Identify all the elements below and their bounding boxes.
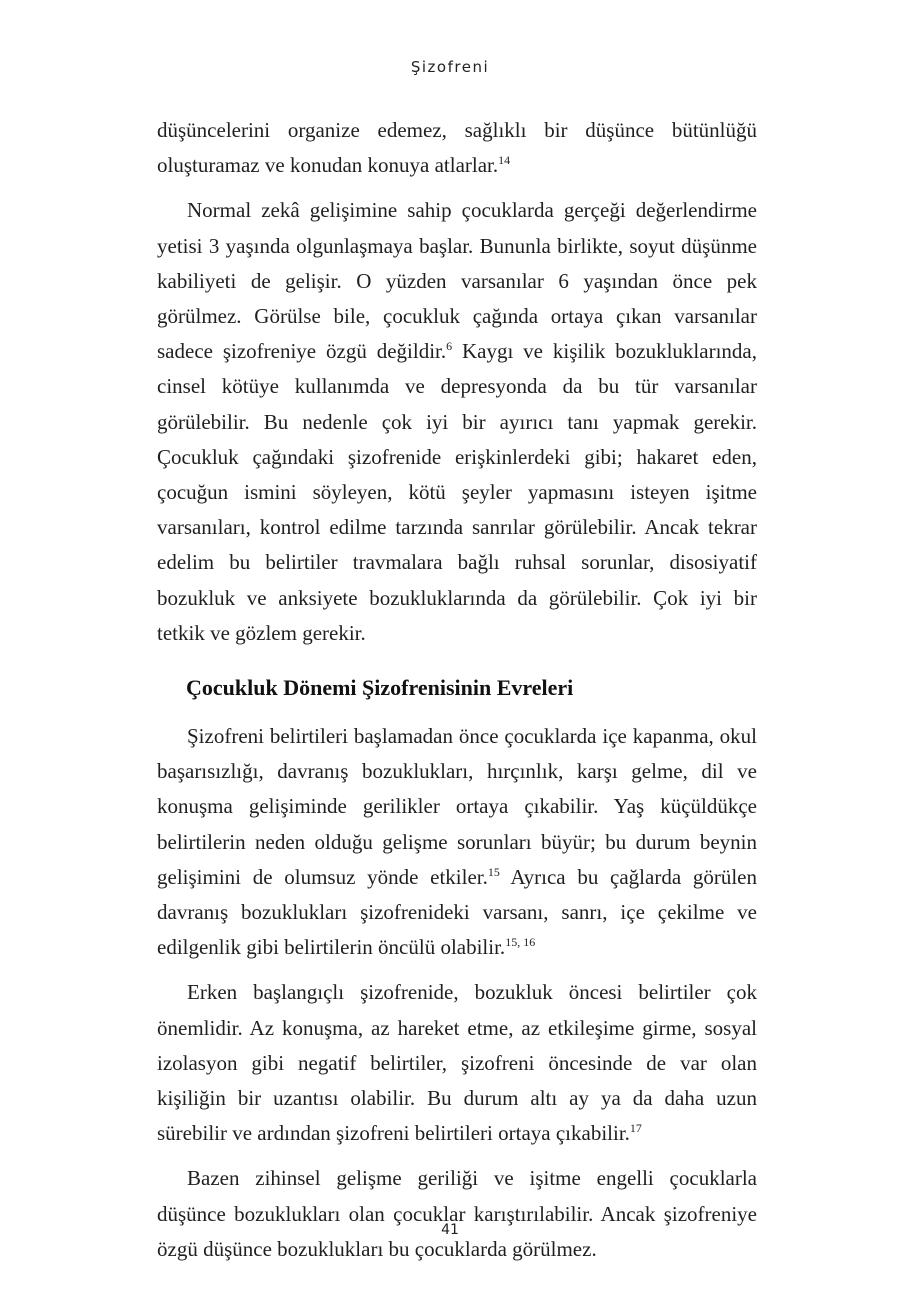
body-paragraph-1 — [157, 113, 757, 183]
body-paragraph-4 — [157, 975, 757, 1151]
paragraph-text: Normal zekâ gelişimine sahip çocuklarda gerçeği değerlendirme yetisi 3 yaşında olgunlaşmaya başlar. Bununla birlikte, soyut düşünme kabiliyeti de gelişir. O yüzden varsanılar 6 yaşından önce pek görülmez. Görülse bile, çocukluk çağında ortaya çıkan varsanılar sadece şizofreniye özgü değildir. — [157, 198, 757, 364]
footnote-ref: 14 — [498, 153, 511, 168]
body-paragraph-2 — [157, 193, 757, 651]
footnote-ref: 6 — [446, 339, 453, 354]
section-heading: Çocukluk Dönemi Şizofrenisinin Evreleri — [186, 675, 574, 701]
paragraph-text: Bazen zihinsel gelişme geriliği ve işitme engelli çocuklarla düşünce bozuklukları olan çocuklar karıştırılabilir. Ancak şizofreniye özgü düşünce bozuklukları bu çocuklarda görülmez. — [157, 1166, 757, 1261]
footnote-ref: 15, 16 — [505, 935, 536, 950]
paragraph-text: düşüncelerini organize edemez, sağlıklı bir düşünce bütünlüğü oluşturamaz ve konudan konuya atlarlar. — [157, 118, 757, 178]
page-body — [157, 113, 757, 1277]
paragraph-text: Kaygı ve kişilik bozukluklarında, cinsel kötüye kullanımda ve depresyonda da bu tür varsanılar görülebilir. Bu nedenle çok iyi bir ayırıcı tanı yapmak gerekir. Çocukluk çağındaki şizofrenide erişkinlerdeki gibi; hakaret eden, çocuğun ismini söyleyen, kötü şeyler yapmasını isteyen işitme varsanıları, kontrol edilme tarzında sanrılar görülebilir. Ancak tekrar edelim bu belirtiler travmalara bağlı ruhsal sorunlar, disosiyatif bozukluk ve anksiyete bozukluklarında da görülebilir. Çok iyi bir tetkik ve gözlem gerekir. — [157, 339, 757, 645]
footnote-ref: 17 — [629, 1121, 642, 1136]
body-paragraph-5 — [157, 1161, 757, 1267]
footnote-ref: 15 — [487, 864, 500, 879]
paragraph-text: Şizofreni belirtileri başlamadan önce çocuklarda içe kapanma, okul başarısızlığı, davranış bozuklukları, hırçınlık, karşı gelme, dil ve konuşma gelişiminde gerilikler ortaya çıkabilir. Yaş küçüldükçe belirtilerin neden olduğu gelişme sorunları büyür; bu durum beynin gelişimini de olumsuz yönde etkiler. — [157, 724, 757, 889]
body-paragraph-3 — [157, 719, 757, 965]
paragraph-text: Ayrıca bu çağlarda görülen davranış bozuklukları şizofrenideki varsanı, sanrı, içe çekilme ve edilgenlik gibi belirtilerin öncülü olabilir. — [157, 864, 757, 960]
running-head: Şizofreni — [410, 58, 490, 76]
paragraph-text: Erken başlangıçlı şizofrenide, bozukluk öncesi belirtiler çok önemlidir. Az konuşma, az hareket etme, az etkileşime girme, sosyal izolasyon gibi negatif belirtiler, şizofreni öncesinde de var olan kişiliğin bir uzantısı olabilir. Bu durum altı ay ya da daha uzun sürebilir ve ardından şizofreni belirtileri ortaya çıkabilir. — [157, 980, 757, 1146]
page-number: 41 — [441, 1222, 459, 1238]
